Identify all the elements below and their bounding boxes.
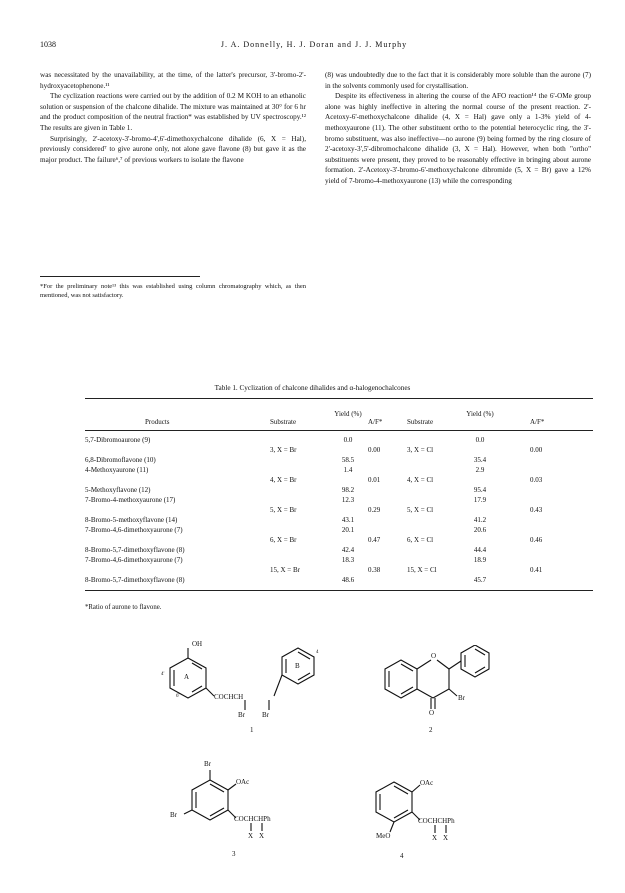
header-ratio-br: A/F*: [368, 418, 383, 426]
header-yield-br: Yield (%): [334, 410, 362, 418]
ring-oxygen-label: O: [431, 652, 437, 660]
running-header: [40, 40, 588, 52]
table-bottom-rule: [85, 590, 593, 591]
table-ratio-br: 0.29: [368, 506, 381, 514]
table-substrate-cl: 15, X = Cl: [407, 566, 437, 574]
running-authors: J. A. Donnelly, H. J. Doran and J. J. Murphy: [220, 40, 408, 49]
table-product: 5-Methoxyflavone (12): [85, 486, 151, 494]
page-number: 1038: [40, 40, 56, 49]
table-ratio-cl: 0.46: [530, 536, 543, 544]
left-column: [40, 70, 306, 165]
table-product: 5,7-Dibromoaurone (9): [85, 436, 151, 444]
chain-label: COCHCH: [214, 693, 244, 701]
x-label: X: [432, 834, 438, 842]
structure-3: [170, 758, 320, 863]
meo-label: MeO: [376, 832, 391, 840]
right-paragraph: Despite its effectiveness in altering the course of the AFO reaction¹⁴ the 6'-OMe group alone was highly ineffective in altering the normal course of the present reaction. 2'-Acetoxy-6'-methoxychalcone dihalide (4, X = Hal) gave only a 1-3% yield of 4-methoxyaurone (11). The other substituent ortho to the potential heterocyclic ring, the 3'-bromo substituent, was also ineffective—no aurone (9) being formed by the ring closure of 2'-acetoxy-3',5'-dibromochalcone dihalide (3, X = Hal). However, when both "ortho" substituents were present, they proved to be reasonably effective in bringing about aurone formation. 2'-Acetoxy-3'-bromo-6'-methoxychalcone dibromide (5, X = Br) gave a 12% yield of 7-bromo-4-methoxyaurone (13) while the corresponding: [325, 92, 591, 185]
table-yield-br: 12.3: [341, 496, 355, 504]
table-yield-cl: 35.4: [473, 456, 487, 464]
table-caption: Table 1. Cyclization of chalcone dihalides and α-halogenochalcones: [214, 384, 411, 392]
br-label: Br: [262, 711, 269, 719]
br-label: Br: [204, 760, 211, 768]
oac-label: OAc: [236, 778, 250, 786]
table-substrate-br: 5, X = Br: [270, 506, 297, 514]
header-substrate-br: Substrate: [270, 418, 297, 426]
structure-3-drawing: [170, 758, 320, 863]
left-paragraph: Surprisingly, 2'-acetoxy-3'-bromo-4',6'-dimethoxychalcone dihalide (6, X = Hal), previously considered⁷ to give aurone only, not alone gave flavone (8) but gave it as the major product. The failure⁶,⁷ of previous workers to isolate the flavone: [40, 134, 306, 164]
table-yield-br: 43.1: [341, 516, 355, 524]
right-column: [325, 70, 591, 187]
ring-b-label: B: [295, 662, 300, 670]
table-substrate-br: 6, X = Br: [270, 536, 297, 544]
oac-label: OAc: [420, 779, 434, 787]
table-yield-cl: 45.7: [473, 576, 487, 584]
left-paragraph: The cyclization reactions were carried out by the addition of 0.2 M KOH to an ethanolic solution or suspension of the chalcone dihalide. The mixture was maintained at 30° for 6 hr and the product composition of the neutral fraction* was established by UV spectroscopy.¹² The results are given in Table 1.: [40, 92, 306, 132]
left-paragraph: was necessitated by the unavailability, at the time, of the latter's precursor, 3'-bromo-2'-hydroxyacetophenone.¹¹: [40, 71, 306, 90]
table-yield-br: 18.3: [341, 556, 355, 564]
table-yield-br: 0.0: [343, 436, 353, 444]
table-substrate-br: 4, X = Br: [270, 476, 297, 484]
br-label: Br: [238, 711, 245, 719]
structure-4: [360, 770, 510, 870]
table-ratio-br: 0.00: [368, 446, 381, 454]
table-substrate-cl: 4, X = Cl: [407, 476, 434, 484]
table-substrate-cl: 5, X = Cl: [407, 506, 434, 514]
table-product: 7-Bromo-4-methoxyaurone (17): [85, 496, 176, 504]
table-product: 7-Bromo-4,6-dimethoxyaurone (7): [85, 556, 183, 564]
table-substrate-cl: 6, X = Cl: [407, 536, 434, 544]
br-label: Br: [170, 811, 177, 819]
position-4-prime: 4': [161, 672, 165, 677]
footnote: *For the preliminary note¹³ this was established using column chromatography which, as then mentioned, was not satisfactory.: [40, 283, 306, 299]
header-ratio-cl: A/F*: [530, 418, 545, 426]
table-substrate-br: 3, X = Br: [270, 446, 297, 454]
structure-1-drawing: [148, 640, 358, 740]
table-yield-cl: 0.0: [475, 436, 485, 444]
right-paragraph: (8) was undoubtedly due to the fact that it is considerably more soluble than the aurone (7) in the solvents commonly used for crystallisation.: [325, 71, 591, 90]
table-yield-br: 98.2: [341, 486, 355, 494]
table-yield-br: 20.1: [341, 526, 355, 534]
table-product: 7-Bromo-4,6-dimethoxyaurone (7): [85, 526, 183, 534]
x-label: X: [443, 834, 449, 842]
header-substrate-cl: Substrate: [407, 418, 434, 426]
table-yield-br: 48.6: [341, 576, 355, 584]
table-yield-cl: 20.6: [473, 526, 487, 534]
table-product: 8-Bromo-5-methoxyflavone (14): [85, 516, 178, 524]
header-yield-cl: Yield (%): [466, 410, 494, 418]
carbonyl-oxygen-label: O: [429, 709, 435, 717]
x-label: X: [248, 832, 254, 840]
chain-label: COCHCHPh: [234, 815, 271, 823]
x-label: X: [259, 832, 265, 840]
structure-2: [365, 645, 495, 740]
table-product: 8-Bromo-5,7-dimethoxyflavone (8): [85, 576, 185, 584]
table-ratio-cl: 0.00: [530, 446, 543, 454]
table-ratio-cl: 0.43: [530, 506, 543, 514]
structure-1: [148, 640, 358, 740]
ring-a-label: A: [184, 673, 190, 681]
oh-label: OH: [192, 640, 203, 648]
position-6-prime: 6': [176, 694, 180, 699]
table-yield-cl: 44.4: [473, 546, 487, 554]
header-products: Products: [145, 418, 170, 426]
table-ratio-br: 0.47: [368, 536, 381, 544]
table-ratio-cl: 0.03: [530, 476, 543, 484]
table-product: 4-Methoxyaurone (11): [85, 466, 149, 474]
table-ratio-br: 0.01: [368, 476, 381, 484]
table-substrate-cl: 3, X = Cl: [407, 446, 434, 454]
table-yield-cl: 41.2: [473, 516, 487, 524]
structure-number: 3: [232, 850, 236, 858]
structure-number: 1: [250, 726, 254, 734]
table-yield-cl: 95.4: [473, 486, 487, 494]
table-yield-cl: 2.9: [475, 466, 485, 474]
footnote-separator: [40, 276, 200, 277]
table-product: 6,8-Dibromoflavone (10): [85, 456, 156, 464]
table-ratio-br: 0.38: [368, 566, 381, 574]
structure-number: 4: [400, 852, 404, 860]
table-top-rule: [85, 398, 593, 399]
table-footnote: *Ratio of aurone to flavone.: [85, 604, 162, 611]
table-yield-br: 1.4: [343, 466, 353, 474]
table-yield-br: 42.4: [341, 546, 355, 554]
table-yield-br: 58.5: [341, 456, 355, 464]
table-ratio-cl: 0.41: [530, 566, 543, 574]
table-substrate-br: 15, X = Br: [270, 566, 301, 574]
structure-number: 2: [429, 726, 433, 734]
br-label: Br: [458, 694, 465, 702]
position-4: 4: [316, 650, 319, 655]
table-header-rule: [85, 430, 593, 431]
chain-label: COCHCHPh: [418, 817, 455, 825]
table-product: 8-Bromo-5,7-dimethoxyflavone (8): [85, 546, 185, 554]
table-yield-cl: 18.9: [473, 556, 487, 564]
table-yield-cl: 17.9: [473, 496, 487, 504]
